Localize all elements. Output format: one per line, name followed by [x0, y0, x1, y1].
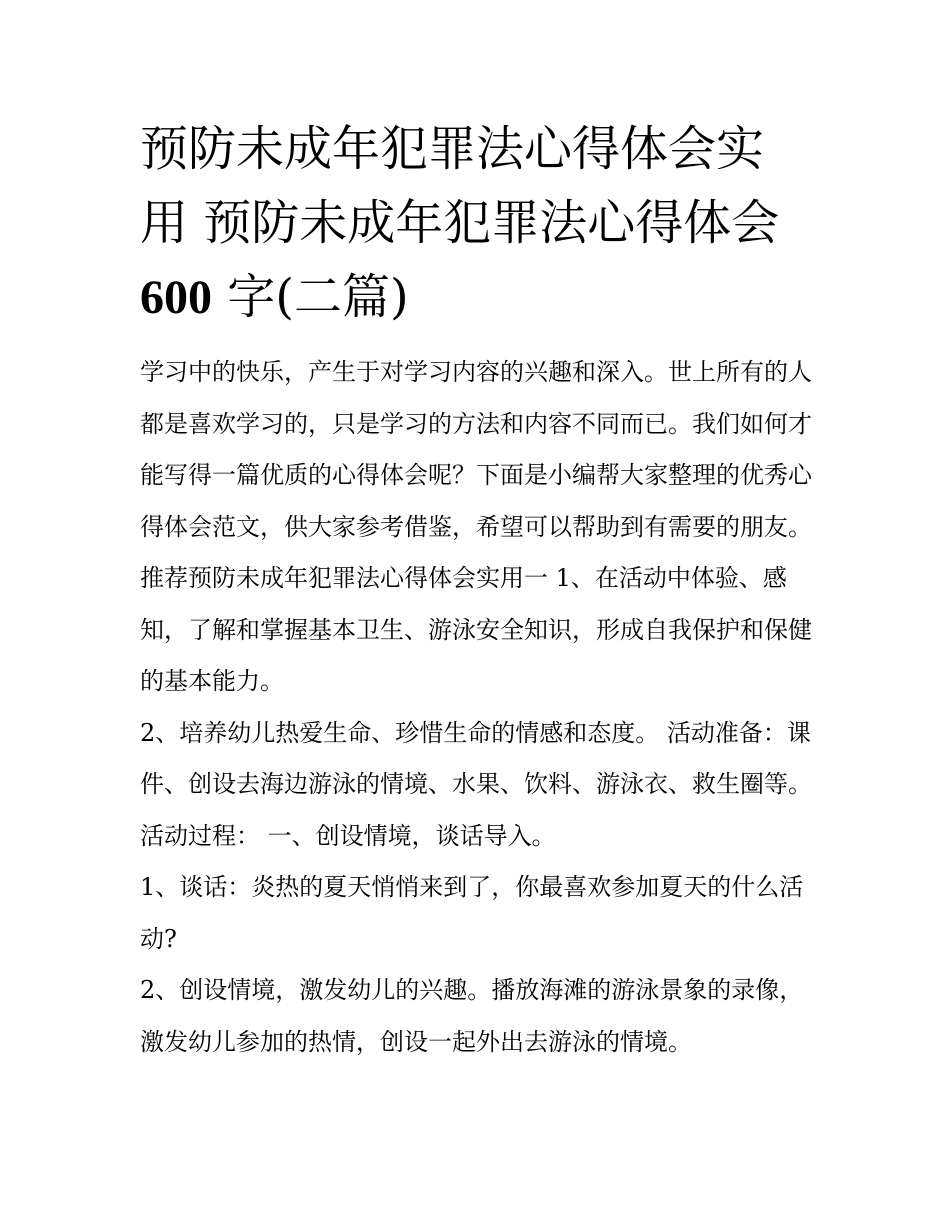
title-line-1: 预防未成年犯罪法心得体会实	[140, 121, 765, 177]
title-number: 600	[140, 271, 212, 324]
document-content	[140, 112, 812, 1068]
paragraph-intro: 学习中的快乐，产生于对学习内容的兴趣和深入。世上所有的人都是喜欢学习的，只是学习的方法和内容不同而已。我们如何才能写得一篇优质的心得体会呢？下面是小编帮大家整理的优秀心得体会范文，供大家参考借鉴，希望可以帮助到有需要的朋友。	[140, 358, 812, 541]
title-suffix: 字(二篇)	[212, 269, 409, 325]
paragraph-goal-2: 2、培养幼儿热爱生命、珍惜生命的情感和态度。 活动准备：课件、创设去海边游泳的情境、水果、饮料、游泳衣、救生圈等。 活动过程： 一、创设情境，谈话导入。	[140, 718, 812, 850]
paragraph-recommend: 推荐预防未成年犯罪法心得体会实用一 1、在活动中体验、感知，了解和掌握基本卫生、游泳安全知识，形成自我保护和保健的基本能力。	[140, 564, 812, 695]
document-body	[140, 347, 812, 1068]
paragraph-step-2: 2、创设情境，激发幼儿的兴趣。播放海滩的游泳景象的录像，激发幼儿参加的热情，创设一起外出去游泳的情境。	[140, 976, 804, 1056]
title-line-2: 用 预防未成年犯罪法心得体会	[140, 195, 780, 251]
document-title	[140, 112, 812, 335]
paragraph-step-1: 1、谈话：炎热的夏天悄悄来到了，你最喜欢参加夏天的什么活动?	[140, 873, 804, 953]
